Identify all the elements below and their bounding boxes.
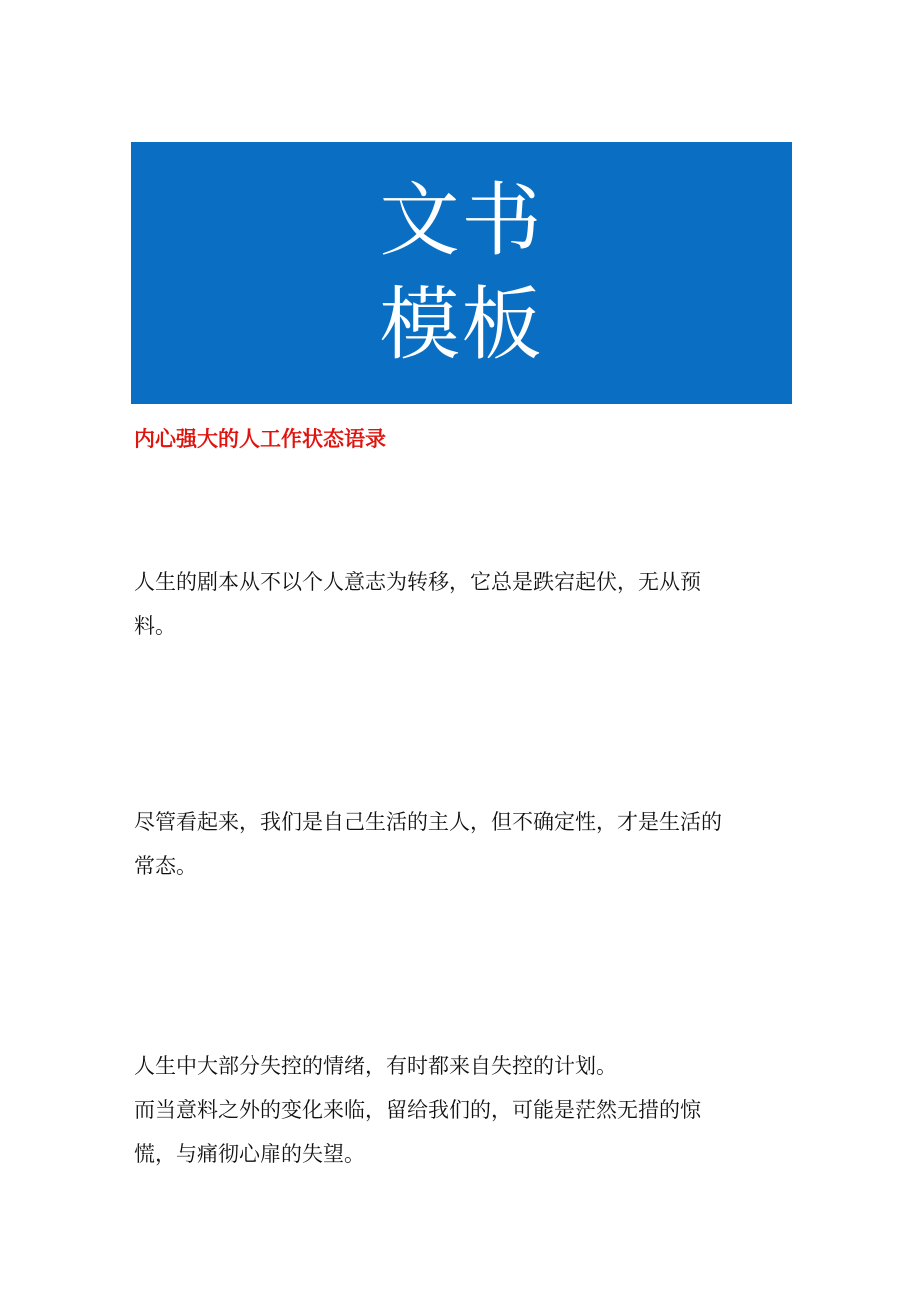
- paragraph-line: 常态。: [134, 854, 197, 878]
- cover-title-line-2: 模板: [379, 278, 544, 371]
- paragraph-line: 人生的剧本从不以个人意志为转移，它总是跌宕起伏，无从预: [134, 570, 701, 594]
- paragraph-1: [134, 560, 794, 648]
- cover-banner: [131, 142, 792, 404]
- paragraph-2: [134, 800, 794, 888]
- paragraph-line: 慌，与痛彻心扉的失望。: [134, 1142, 365, 1166]
- cover-title-line-1: 文书: [379, 174, 544, 267]
- document-title: 内心强大的人工作状态语录: [134, 427, 386, 451]
- paragraph-line: 而当意料之外的变化来临，留给我们的，可能是茫然无措的惊: [134, 1098, 701, 1122]
- paragraph-line: 料。: [134, 614, 176, 638]
- paragraph-line: 尽管看起来，我们是自己生活的主人，但不确定性，才是生活的: [134, 810, 722, 834]
- paragraph-3: [134, 1044, 794, 1176]
- paragraph-line: 人生中大部分失控的情绪，有时都来自失控的计划。: [134, 1054, 617, 1078]
